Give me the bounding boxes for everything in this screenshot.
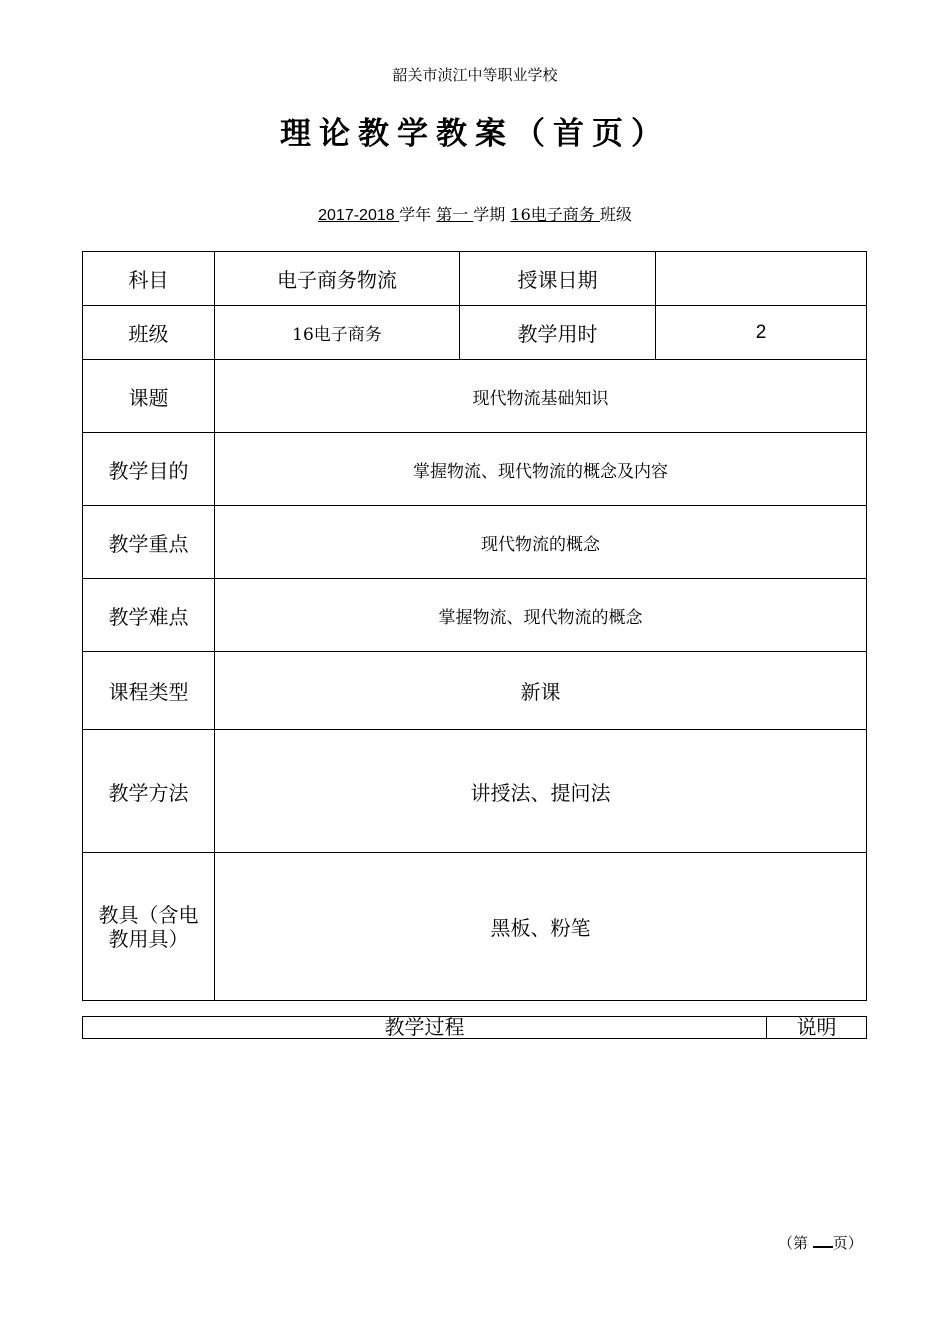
goal-value: 掌握物流、现代物流的概念及内容 <box>215 433 867 506</box>
table-row <box>83 730 867 853</box>
tools-value: 黑板、粉笔 <box>215 853 867 1001</box>
tools-label <box>83 853 215 1001</box>
subject-value: 电子商务物流 <box>215 252 460 306</box>
class-label: 班级 <box>83 306 215 360</box>
topic-value: 现代物流基础知识 <box>215 360 867 433</box>
course-type-value: 新课 <box>215 652 867 730</box>
page-number-blank <box>813 1232 833 1248</box>
table-row <box>83 306 867 360</box>
topic-label: 课题 <box>83 360 215 433</box>
date-label: 授课日期 <box>460 252 656 306</box>
class-suffix: 班级 <box>599 205 632 224</box>
page-prefix: （第 <box>778 1234 809 1252</box>
focus-label: 教学重点 <box>83 506 215 579</box>
page-number <box>778 1232 863 1253</box>
method-value: 讲授法、提问法 <box>215 730 867 853</box>
tools-label-line2: 教用具） <box>108 926 189 951</box>
semester-suffix: 学期 <box>473 205 506 224</box>
course-type-label: 课程类型 <box>83 652 215 730</box>
page-suffix: 页） <box>832 1234 863 1252</box>
table-row <box>83 506 867 579</box>
table-row <box>83 433 867 506</box>
class-value: 16电子商务 <box>215 306 460 360</box>
term-line <box>0 202 950 225</box>
table-row <box>83 360 867 433</box>
difficulty-value: 掌握物流、现代物流的概念 <box>215 579 867 652</box>
school-year: 2017-2018 <box>318 207 400 224</box>
table-row <box>83 652 867 730</box>
method-label: 教学方法 <box>83 730 215 853</box>
class-name: 16电子商务 <box>510 205 600 224</box>
process-header-table <box>82 1016 867 1039</box>
focus-value: 现代物流的概念 <box>215 506 867 579</box>
difficulty-label: 教学难点 <box>83 579 215 652</box>
goal-label: 教学目的 <box>83 433 215 506</box>
tools-label-line1: 教具（含电 <box>98 902 199 927</box>
table-row <box>83 1017 867 1039</box>
school-year-suffix: 学年 <box>399 205 432 224</box>
hours-label: 教学用时 <box>460 306 656 360</box>
note-label: 说明 <box>767 1017 867 1039</box>
table-row <box>83 853 867 1001</box>
table-row <box>83 252 867 306</box>
lesson-plan-table <box>82 251 867 1001</box>
table-row <box>83 579 867 652</box>
semester: 第一 <box>436 205 474 224</box>
hours-value: 2 <box>656 306 867 360</box>
school-name: 韶关市浈江中等职业学校 <box>392 66 558 84</box>
page-title: 理论教学教案（首页） <box>280 116 670 152</box>
date-value <box>656 252 867 306</box>
subject-label: 科目 <box>83 252 215 306</box>
process-label: 教学过程 <box>83 1017 767 1039</box>
